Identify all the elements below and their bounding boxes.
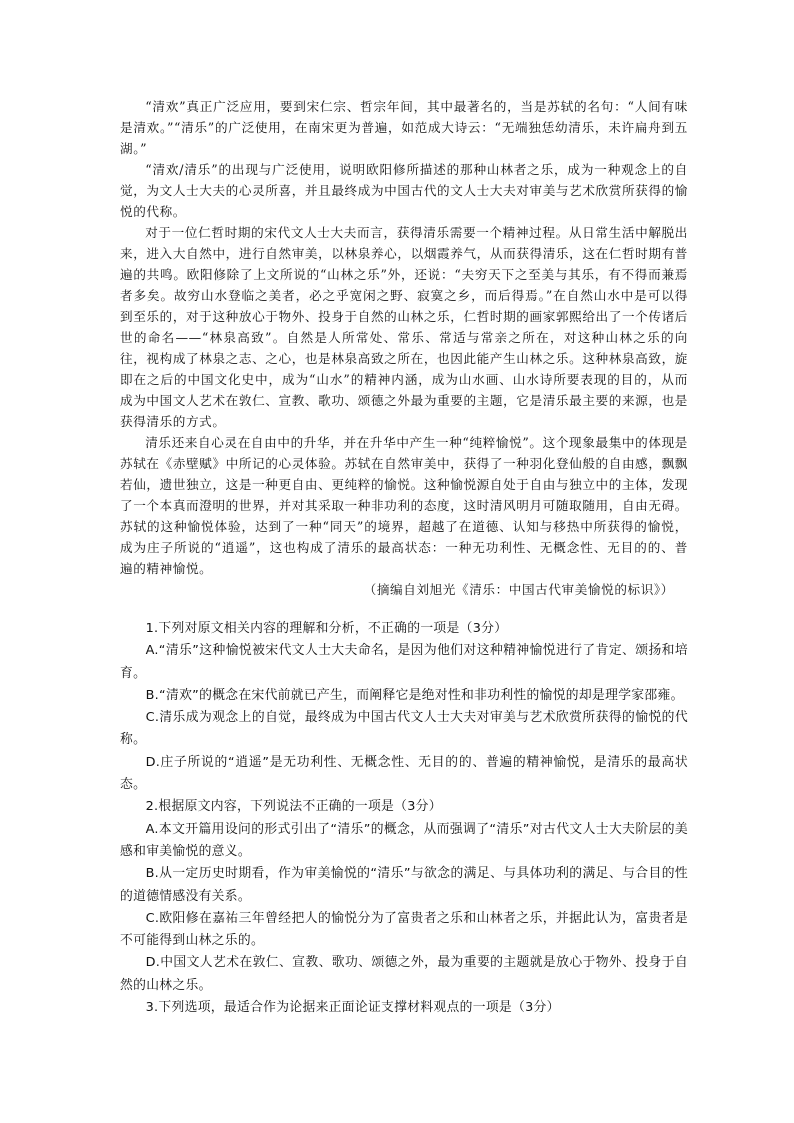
question-2-stem: 2.根据原文内容，下列说法不正确的一项是（3分） xyxy=(145,799,442,815)
reading-passage xyxy=(120,96,688,600)
passage-paragraph-2: “清欢/清乐”的出现与广泛使用，说明欧阳修所描述的那种山林者之乐，成为一种观念上的自觉，为文人士大夫的心灵所喜，并且最终成为中国古代的文人士大夫对审美与艺术欣赏所获得的愉悦的代称。 xyxy=(120,162,688,219)
passage-paragraph-3: 对于一位仁哲时期的宋代文人士大夫而言，获得清乐需要一个精神过程。从日常生活中解脱出来，进入大自然中，进行自然审美，以林泉养心，以烟霞养气，从而获得清乐，这在仁哲时期有普遍的共鸣。欧阳修除了上文所说的“山林之乐”外，还说：“夫穷天下之至美与其乐，有不得而兼焉者多矣。故穷山水登临之美者，必之乎宽闲之野、寂寞之乡，而后得焉。”在自然山水中是可以得到至乐的，对于这种放心于物外、投身于自然的山林之乐，仁哲时期的画家郭熙给出了一个传诸后世的命名——“林泉高致”。自然是人所常处、常乐、常适与常亲之所在，对这种山林之乐的向往，视构成了林泉之志、之心，也是林泉高致之所在，也因此能产生山林之乐。这种林泉高致，旋即在之后的中国文化史中，成为“山水”的精神内涵，成为山水画、山水诗所要表现的目的，从而成为中国文人艺术在敦仁、宣教、歌功、颂德之外最为重要的主题，它是清乐最主要的来源，也是获得清乐的方式。 xyxy=(120,225,688,429)
question-1-stem: 1.下列对原文相关内容的理解和分析，不正确的一项是（3分） xyxy=(145,621,508,636)
question-1-option-b: B.“清欢”的概念在宋代前就已产生，而阐释它是绝对性和非功利性的愉悦的却是理学家邵雍。 xyxy=(145,687,684,703)
passage-paragraph-4: 清乐还来自心灵在自由中的升华，并在升华中产生一种“纯粹愉悦”。这个现象最集中的体现是苏轼在《赤壁赋》中所记的心灵体验。苏轼在自然审美中，获得了一种羽化登仙般的自由感，飘飘若仙，遗世独立，这是一种更自由、更纯粹的愉悦。这种愉悦源自处于自由与独立中的主体，发现了一个本真而澄明的世界，并对其采取一种非功利的态度，这时清风明月可随取随用，自由无碍。苏轼的这种愉悦体验，达到了一种“同天”的境界，超越了在道德、认知与移热中所获得的愉悦，成为庄子所说的“逍遥”，这也构成了清乐的最高状态：一种无功利性、无概念性、无目的的、普遍的精神愉悦。 xyxy=(120,435,688,576)
question-2-option-a: A.本文开篇用设问的形式引出了“清乐”的概念，从而强调了“清乐”对古代文人士大夫阶层的美感和审美愉悦的意义。 xyxy=(120,821,688,859)
question-3-stem: 3.下列选项，最适合作为论据来正面论证支撑材料观点的一项是（3分） xyxy=(145,1000,560,1016)
question-list xyxy=(120,618,688,1019)
question-2-option-c: C.欧阳修在嘉祐三年曾经把人的愉悦分为了富贵者之乐和山林者之乐，并据此认为，富贵者是不可能得到山林之乐的。 xyxy=(120,910,688,949)
question-2-option-b: B.从一定历史时期看，作为审美愉悦的“清乐”与欲念的满足、与具体功利的满足、与合目的性的道德情感没有关系。 xyxy=(120,866,688,904)
question-1-option-d: D.庄子所说的“逍遥”是无功利性、无概念性、无目的的、普遍的精神愉悦，是清乐的最高状态。 xyxy=(120,754,688,793)
question-1-option-a: A.“清乐”这种愉悦被宋代文人士大夫命名，是因为他们对这种精神愉悦进行了肯定、颂扬和培育。 xyxy=(120,643,688,681)
question-1-option-c: C.清乐成为观念上的自觉，最终成为中国古代文人士大夫对审美与艺术欣赏所获得的愉悦的代称。 xyxy=(120,710,688,748)
passage-source: （摘编自刘旭光《清乐：中国古代审美愉悦的标识》） xyxy=(363,582,674,597)
question-2-option-d: D.中国文人艺术在敦仁、宣教、歌功、颂德之外，最为重要的主题就是放心于物外、投身于自然的山林之乐。 xyxy=(120,955,688,993)
passage-paragraph-1: “清欢”真正广泛应用，要到宋仁宗、哲宗年间，其中最著名的，当是苏轼的名句：“人间有味是清欢。”“清乐”的广泛使用，在南宋更为普遍，如范成大诗云：“无端独恁幼清乐，未许扁舟到五湖。” xyxy=(120,99,688,156)
